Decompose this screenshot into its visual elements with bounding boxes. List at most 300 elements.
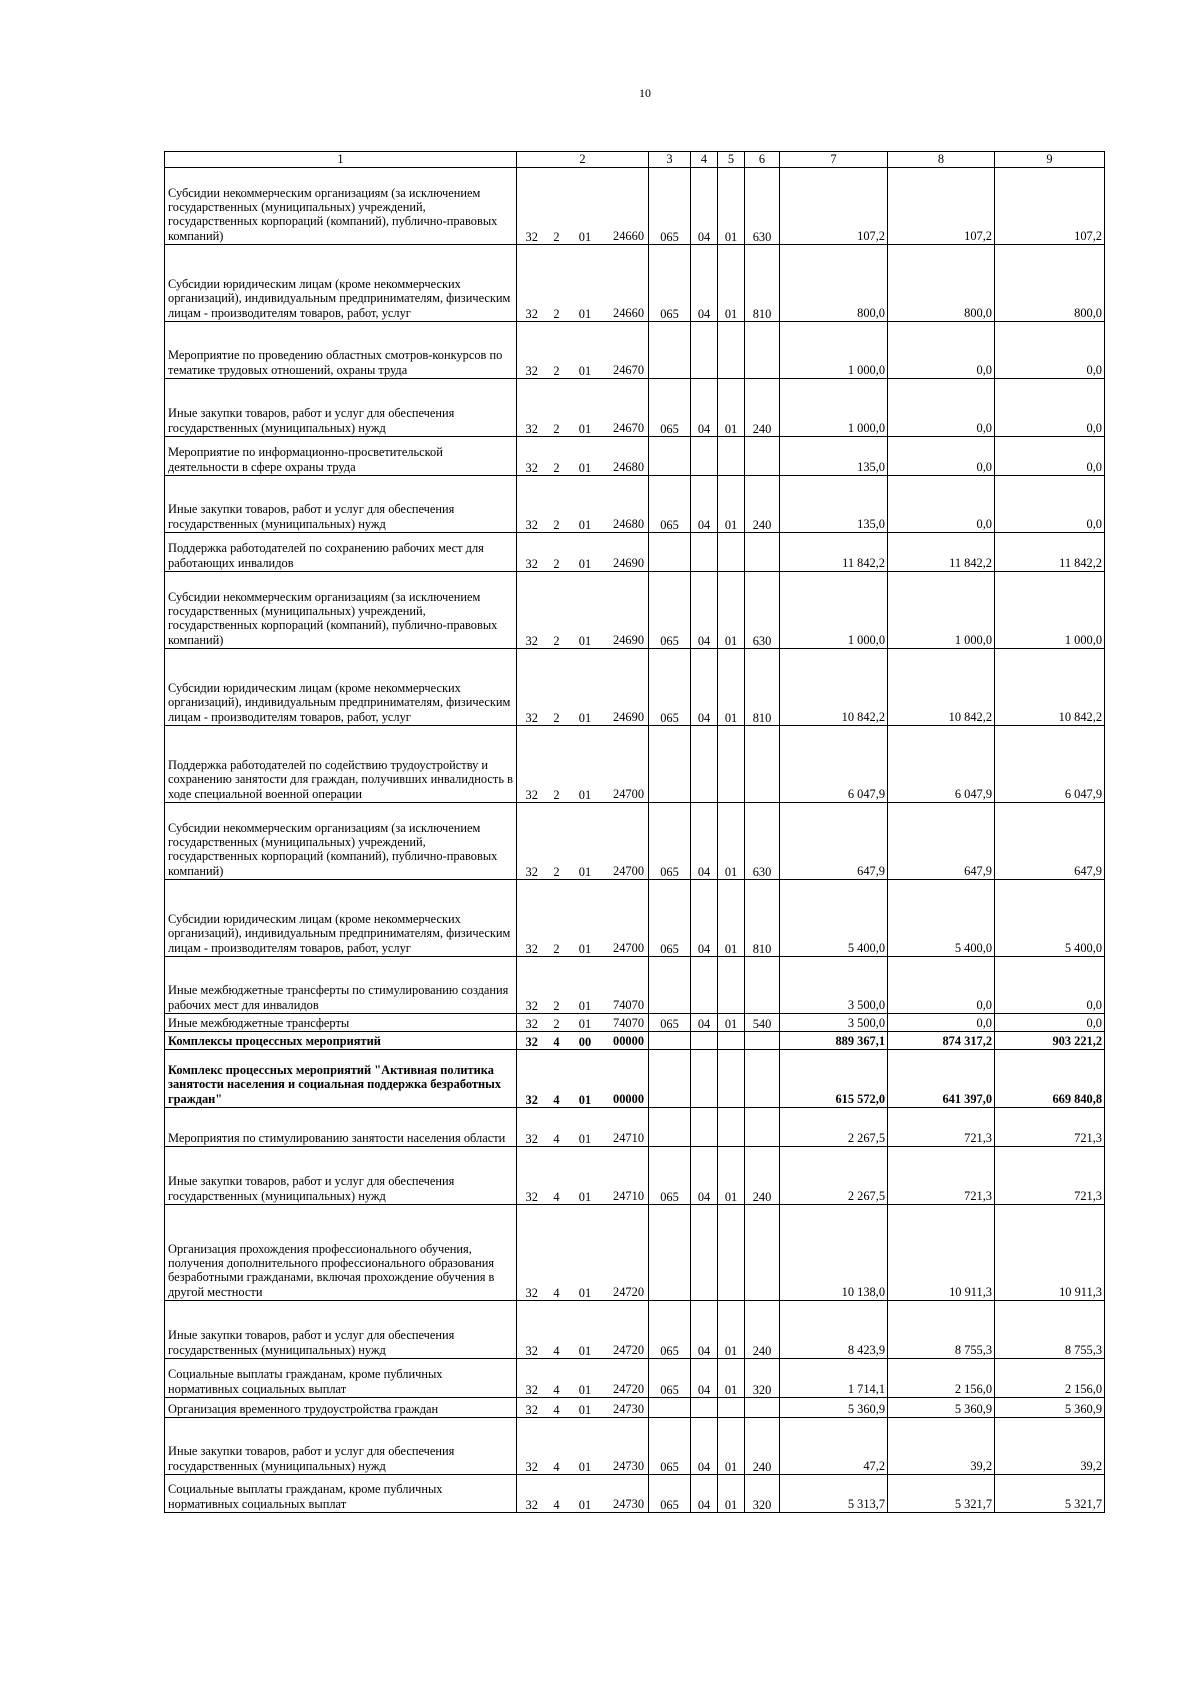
code-subprogram-cell: 2 [547,880,567,957]
code-subprogram-cell: 2 [547,437,567,476]
subsection-cell [718,1205,745,1301]
amount-year3-cell: 647,9 [995,803,1105,880]
code-direction-cell: 24680 [604,476,649,533]
amount-year2-cell: 0,0 [888,476,995,533]
table-header-row [165,152,1105,168]
code-main-event-cell: 01 [567,1475,604,1513]
section-cell [691,1205,718,1301]
ministry-code-cell: 065 [649,1475,691,1513]
expense-type-cell: 630 [745,168,780,245]
table-row [165,1398,1105,1418]
table-row [165,649,1105,726]
amount-year2-cell: 0,0 [888,1014,995,1032]
amount-year3-cell: 10 911,3 [995,1205,1105,1301]
code-program-cell: 32 [517,322,547,379]
code-subprogram-cell: 2 [547,379,567,437]
subsection-cell: 01 [718,880,745,957]
row-name-cell: Иные закупки товаров, работ и услуг для обеспечения государственных (муниципальных) нужд [165,1147,517,1205]
expense-type-cell [745,1108,780,1147]
section-cell: 04 [691,803,718,880]
expense-type-cell: 240 [745,1147,780,1205]
code-direction-cell: 00000 [604,1050,649,1108]
code-program-cell: 32 [517,1398,547,1418]
section-cell [691,533,718,572]
row-name-cell: Субсидии некоммерческим организациям (за исключением государственных (муниципальных) учреждений, государственных корпораций (компаний), публично-правовых компаний) [165,572,517,649]
amount-year3-cell: 721,3 [995,1147,1105,1205]
row-name-cell: Субсидии юридическим лицам (кроме некоммерческих организаций), индивидуальным предпринимателям, физическим лицам - производителям товаров, работ, услуг [165,880,517,957]
amount-year1-cell: 6 047,9 [780,726,888,803]
amount-year1-cell: 5 313,7 [780,1475,888,1513]
code-program-cell: 32 [517,1301,547,1359]
ministry-code-cell: 065 [649,379,691,437]
row-name-cell: Иные межбюджетные трансферты [165,1014,517,1032]
table-row [165,1301,1105,1359]
amount-year3-cell: 903 221,2 [995,1032,1105,1050]
code-main-event-cell: 01 [567,572,604,649]
amount-year3-cell: 0,0 [995,476,1105,533]
code-subprogram-cell: 4 [547,1301,567,1359]
code-main-event-cell: 01 [567,880,604,957]
code-main-event-cell: 01 [567,1014,604,1032]
subsection-cell [718,1398,745,1418]
expense-type-cell: 240 [745,1418,780,1475]
subsection-cell: 01 [718,1014,745,1032]
amount-year1-cell: 3 500,0 [780,1014,888,1032]
amount-year1-cell: 10 842,2 [780,649,888,726]
code-subprogram-cell: 2 [547,245,567,322]
code-subprogram-cell: 4 [547,1398,567,1418]
code-direction-cell: 24730 [604,1475,649,1513]
code-direction-cell: 24720 [604,1359,649,1398]
expense-type-cell [745,322,780,379]
amount-year2-cell: 10 842,2 [888,649,995,726]
amount-year2-cell: 39,2 [888,1418,995,1475]
subsection-cell [718,533,745,572]
code-subprogram-cell: 2 [547,803,567,880]
code-program-cell: 32 [517,957,547,1014]
budget-table [164,151,1105,1513]
code-subprogram-cell: 2 [547,168,567,245]
section-cell [691,1032,718,1050]
code-direction-cell: 24660 [604,245,649,322]
amount-year1-cell: 5 400,0 [780,880,888,957]
subsection-cell: 01 [718,803,745,880]
section-cell: 04 [691,880,718,957]
code-program-cell: 32 [517,379,547,437]
code-main-event-cell: 01 [567,1108,604,1147]
code-main-event-cell: 01 [567,649,604,726]
code-subprogram-cell: 4 [547,1147,567,1205]
ministry-code-cell [649,437,691,476]
code-direction-cell: 24720 [604,1301,649,1359]
code-main-event-cell: 01 [567,1205,604,1301]
amount-year2-cell: 11 842,2 [888,533,995,572]
code-main-event-cell: 01 [567,533,604,572]
code-program-cell: 32 [517,1147,547,1205]
expense-type-cell: 810 [745,649,780,726]
subsection-cell: 01 [718,1359,745,1398]
subsection-cell [718,437,745,476]
amount-year3-cell: 0,0 [995,379,1105,437]
expense-type-cell: 810 [745,245,780,322]
amount-year1-cell: 107,2 [780,168,888,245]
ministry-code-cell: 065 [649,168,691,245]
amount-year2-cell: 5 321,7 [888,1475,995,1513]
subsection-cell [718,322,745,379]
code-main-event-cell: 01 [567,1050,604,1108]
header-cell-5: 5 [718,152,745,168]
code-subprogram-cell: 2 [547,476,567,533]
code-main-event-cell: 01 [567,322,604,379]
section-cell: 04 [691,1301,718,1359]
code-main-event-cell: 01 [567,1147,604,1205]
ministry-code-cell [649,1108,691,1147]
table-row [165,245,1105,322]
code-subprogram-cell: 4 [547,1108,567,1147]
section-cell: 04 [691,476,718,533]
row-name-cell: Иные закупки товаров, работ и услуг для обеспечения государственных (муниципальных) нужд [165,1301,517,1359]
amount-year1-cell: 800,0 [780,245,888,322]
section-cell: 04 [691,1475,718,1513]
section-cell: 04 [691,379,718,437]
code-direction-cell: 24710 [604,1147,649,1205]
amount-year2-cell: 641 397,0 [888,1050,995,1108]
code-direction-cell: 00000 [604,1032,649,1050]
ministry-code-cell: 065 [649,245,691,322]
amount-year2-cell: 6 047,9 [888,726,995,803]
header-cell-3: 3 [649,152,691,168]
ministry-code-cell [649,1398,691,1418]
header-cell-6: 6 [745,152,780,168]
code-subprogram-cell: 2 [547,533,567,572]
code-direction-cell: 74070 [604,1014,649,1032]
code-subprogram-cell: 4 [547,1032,567,1050]
expense-type-cell [745,1050,780,1108]
expense-type-cell: 320 [745,1475,780,1513]
amount-year3-cell: 6 047,9 [995,726,1105,803]
expense-type-cell [745,533,780,572]
row-name-cell: Субсидии некоммерческим организациям (за исключением государственных (муниципальных) учреждений, государственных корпораций (компаний), публично-правовых компаний) [165,803,517,880]
expense-type-cell [745,957,780,1014]
table-row [165,168,1105,245]
table-row [165,1014,1105,1032]
amount-year3-cell: 10 842,2 [995,649,1105,726]
table-row [165,1147,1105,1205]
row-name-cell: Субсидии некоммерческим организациям (за исключением государственных (муниципальных) учреждений, государственных корпораций (компаний), публично-правовых компаний) [165,168,517,245]
expense-type-cell [745,726,780,803]
amount-year3-cell: 0,0 [995,957,1105,1014]
ministry-code-cell: 065 [649,880,691,957]
subsection-cell: 01 [718,245,745,322]
amount-year3-cell: 0,0 [995,1014,1105,1032]
expense-type-cell [745,1032,780,1050]
code-direction-cell: 24710 [604,1108,649,1147]
ministry-code-cell: 065 [649,803,691,880]
ministry-code-cell: 065 [649,649,691,726]
code-program-cell: 32 [517,1418,547,1475]
code-subprogram-cell: 4 [547,1475,567,1513]
amount-year1-cell: 10 138,0 [780,1205,888,1301]
row-name-cell: Мероприятие по проведению областных смотров-конкурсов по тематике трудовых отношений, охраны труда [165,322,517,379]
subsection-cell [718,1032,745,1050]
row-name-cell: Иные закупки товаров, работ и услуг для обеспечения государственных (муниципальных) нужд [165,1418,517,1475]
code-direction-cell: 24690 [604,572,649,649]
ministry-code-cell [649,957,691,1014]
code-main-event-cell: 01 [567,168,604,245]
code-program-cell: 32 [517,1050,547,1108]
amount-year2-cell: 0,0 [888,437,995,476]
table-row [165,1359,1105,1398]
section-cell: 04 [691,1418,718,1475]
amount-year1-cell: 3 500,0 [780,957,888,1014]
amount-year3-cell: 5 360,9 [995,1398,1105,1418]
page-number: 10 [639,86,651,100]
code-direction-cell: 24680 [604,437,649,476]
row-name-cell: Иные закупки товаров, работ и услуг для обеспечения государственных (муниципальных) нужд [165,379,517,437]
ministry-code-cell: 065 [649,1418,691,1475]
code-direction-cell: 24690 [604,533,649,572]
code-subprogram-cell: 2 [547,1014,567,1032]
section-cell: 04 [691,168,718,245]
section-cell [691,322,718,379]
subsection-cell: 01 [718,649,745,726]
section-cell: 04 [691,245,718,322]
table-row [165,379,1105,437]
table-row [165,1418,1105,1475]
code-program-cell: 32 [517,245,547,322]
code-main-event-cell: 01 [567,1301,604,1359]
amount-year3-cell: 2 156,0 [995,1359,1105,1398]
section-cell [691,957,718,1014]
subsection-cell: 01 [718,379,745,437]
header-cell-7: 7 [780,152,888,168]
amount-year3-cell: 0,0 [995,437,1105,476]
row-name-cell: Социальные выплаты гражданам, кроме публичных нормативных социальных выплат [165,1475,517,1513]
subsection-cell: 01 [718,168,745,245]
code-direction-cell: 24670 [604,322,649,379]
subsection-cell: 01 [718,1418,745,1475]
ministry-code-cell: 065 [649,572,691,649]
code-direction-cell: 24700 [604,803,649,880]
expense-type-cell: 240 [745,476,780,533]
amount-year2-cell: 1 000,0 [888,572,995,649]
subsection-cell: 01 [718,1147,745,1205]
code-direction-cell: 24700 [604,880,649,957]
ministry-code-cell: 065 [649,1301,691,1359]
code-program-cell: 32 [517,533,547,572]
amount-year2-cell: 2 156,0 [888,1359,995,1398]
amount-year3-cell: 721,3 [995,1108,1105,1147]
code-program-cell: 32 [517,437,547,476]
subsection-cell [718,957,745,1014]
ministry-code-cell: 065 [649,1014,691,1032]
row-name-cell: Субсидии юридическим лицам (кроме некоммерческих организаций), индивидуальным предпринимателям, физическим лицам - производителям товаров, работ, услуг [165,649,517,726]
row-name-cell: Организация временного трудоустройства граждан [165,1398,517,1418]
code-main-event-cell: 01 [567,803,604,880]
section-cell: 04 [691,1014,718,1032]
expense-type-cell: 320 [745,1359,780,1398]
subsection-cell [718,726,745,803]
code-direction-cell: 24730 [604,1418,649,1475]
expense-type-cell: 630 [745,803,780,880]
expense-type-cell [745,1398,780,1418]
amount-year2-cell: 10 911,3 [888,1205,995,1301]
table-row [165,1050,1105,1108]
amount-year1-cell: 647,9 [780,803,888,880]
code-direction-cell: 24660 [604,168,649,245]
code-program-cell: 32 [517,1205,547,1301]
ministry-code-cell [649,1032,691,1050]
amount-year3-cell: 8 755,3 [995,1301,1105,1359]
amount-year2-cell: 800,0 [888,245,995,322]
table-row [165,572,1105,649]
section-cell: 04 [691,1359,718,1398]
amount-year2-cell: 5 360,9 [888,1398,995,1418]
ministry-code-cell [649,1050,691,1108]
table-row [165,957,1105,1014]
amount-year3-cell: 0,0 [995,322,1105,379]
ministry-code-cell [649,322,691,379]
amount-year3-cell: 669 840,8 [995,1050,1105,1108]
amount-year2-cell: 874 317,2 [888,1032,995,1050]
code-subprogram-cell: 4 [547,1050,567,1108]
amount-year1-cell: 889 367,1 [780,1032,888,1050]
code-main-event-cell: 01 [567,437,604,476]
code-main-event-cell: 01 [567,476,604,533]
code-main-event-cell: 01 [567,1398,604,1418]
header-cell-4: 4 [691,152,718,168]
table-row [165,322,1105,379]
code-subprogram-cell: 4 [547,1205,567,1301]
code-subprogram-cell: 2 [547,572,567,649]
code-program-cell: 32 [517,1032,547,1050]
section-cell [691,1050,718,1108]
expense-type-cell: 240 [745,379,780,437]
table-row [165,726,1105,803]
code-subprogram-cell: 2 [547,726,567,803]
amount-year1-cell: 47,2 [780,1418,888,1475]
code-subprogram-cell: 2 [547,322,567,379]
section-cell [691,726,718,803]
header-cell-9: 9 [995,152,1105,168]
code-main-event-cell: 01 [567,726,604,803]
code-main-event-cell: 01 [567,245,604,322]
table-row [165,437,1105,476]
code-subprogram-cell: 2 [547,649,567,726]
amount-year3-cell: 11 842,2 [995,533,1105,572]
ministry-code-cell: 065 [649,1359,691,1398]
subsection-cell: 01 [718,1301,745,1359]
table-row [165,1032,1105,1050]
amount-year1-cell: 5 360,9 [780,1398,888,1418]
table-row [165,880,1105,957]
amount-year1-cell: 1 714,1 [780,1359,888,1398]
expense-type-cell: 240 [745,1301,780,1359]
expense-type-cell: 540 [745,1014,780,1032]
row-name-cell: Мероприятие по информационно-просветительской деятельности в сфере охраны труда [165,437,517,476]
code-subprogram-cell: 4 [547,1418,567,1475]
amount-year1-cell: 1 000,0 [780,322,888,379]
amount-year2-cell: 647,9 [888,803,995,880]
code-main-event-cell: 01 [567,957,604,1014]
ministry-code-cell [649,533,691,572]
code-program-cell: 32 [517,880,547,957]
code-main-event-cell: 00 [567,1032,604,1050]
amount-year2-cell: 0,0 [888,322,995,379]
expense-type-cell [745,1205,780,1301]
section-cell: 04 [691,1147,718,1205]
row-name-cell: Поддержка работодателей по содействию трудоустройству и сохранению занятости для граждан, получивших инвалидность в ходе специальной военной операции [165,726,517,803]
amount-year3-cell: 1 000,0 [995,572,1105,649]
amount-year2-cell: 0,0 [888,957,995,1014]
code-direction-cell: 24720 [604,1205,649,1301]
amount-year3-cell: 107,2 [995,168,1105,245]
row-name-cell: Субсидии юридическим лицам (кроме некоммерческих организаций), индивидуальным предпринимателям, физическим лицам - производителям товаров, работ, услуг [165,245,517,322]
subsection-cell [718,1108,745,1147]
code-program-cell: 32 [517,649,547,726]
amount-year2-cell: 721,3 [888,1108,995,1147]
table-row [165,803,1105,880]
section-cell [691,1398,718,1418]
subsection-cell: 01 [718,1475,745,1513]
code-program-cell: 32 [517,1014,547,1032]
amount-year1-cell: 1 000,0 [780,572,888,649]
code-main-event-cell: 01 [567,1359,604,1398]
header-cell-2: 2 [517,152,649,168]
amount-year2-cell: 8 755,3 [888,1301,995,1359]
code-program-cell: 32 [517,803,547,880]
subsection-cell: 01 [718,572,745,649]
expense-type-cell [745,437,780,476]
code-program-cell: 32 [517,168,547,245]
code-direction-cell: 24730 [604,1398,649,1418]
row-name-cell: Комплекс процессных мероприятий "Активная политика занятости населения и социальная поддержка безработных граждан" [165,1050,517,1108]
amount-year1-cell: 135,0 [780,476,888,533]
amount-year1-cell: 615 572,0 [780,1050,888,1108]
table-row [165,1108,1105,1147]
table-row [165,1205,1105,1301]
section-cell: 04 [691,572,718,649]
row-name-cell: Мероприятия по стимулированию занятости населения области [165,1108,517,1147]
code-program-cell: 32 [517,476,547,533]
section-cell [691,1108,718,1147]
code-program-cell: 32 [517,572,547,649]
amount-year2-cell: 107,2 [888,168,995,245]
section-cell: 04 [691,649,718,726]
header-cell-8: 8 [888,152,995,168]
section-cell [691,437,718,476]
amount-year3-cell: 5 321,7 [995,1475,1105,1513]
amount-year1-cell: 8 423,9 [780,1301,888,1359]
amount-year1-cell: 2 267,5 [780,1147,888,1205]
code-subprogram-cell: 4 [547,1359,567,1398]
amount-year1-cell: 1 000,0 [780,379,888,437]
code-direction-cell: 74070 [604,957,649,1014]
row-name-cell: Социальные выплаты гражданам, кроме публичных нормативных социальных выплат [165,1359,517,1398]
amount-year3-cell: 39,2 [995,1418,1105,1475]
row-name-cell: Комплексы процессных мероприятий [165,1032,517,1050]
subsection-cell: 01 [718,476,745,533]
code-program-cell: 32 [517,726,547,803]
code-program-cell: 32 [517,1359,547,1398]
table-row [165,533,1105,572]
header-cell-1: 1 [165,152,517,168]
row-name-cell: Поддержка работодателей по сохранению рабочих мест для работающих инвалидов [165,533,517,572]
code-direction-cell: 24690 [604,649,649,726]
amount-year1-cell: 2 267,5 [780,1108,888,1147]
amount-year2-cell: 5 400,0 [888,880,995,957]
amount-year1-cell: 11 842,2 [780,533,888,572]
